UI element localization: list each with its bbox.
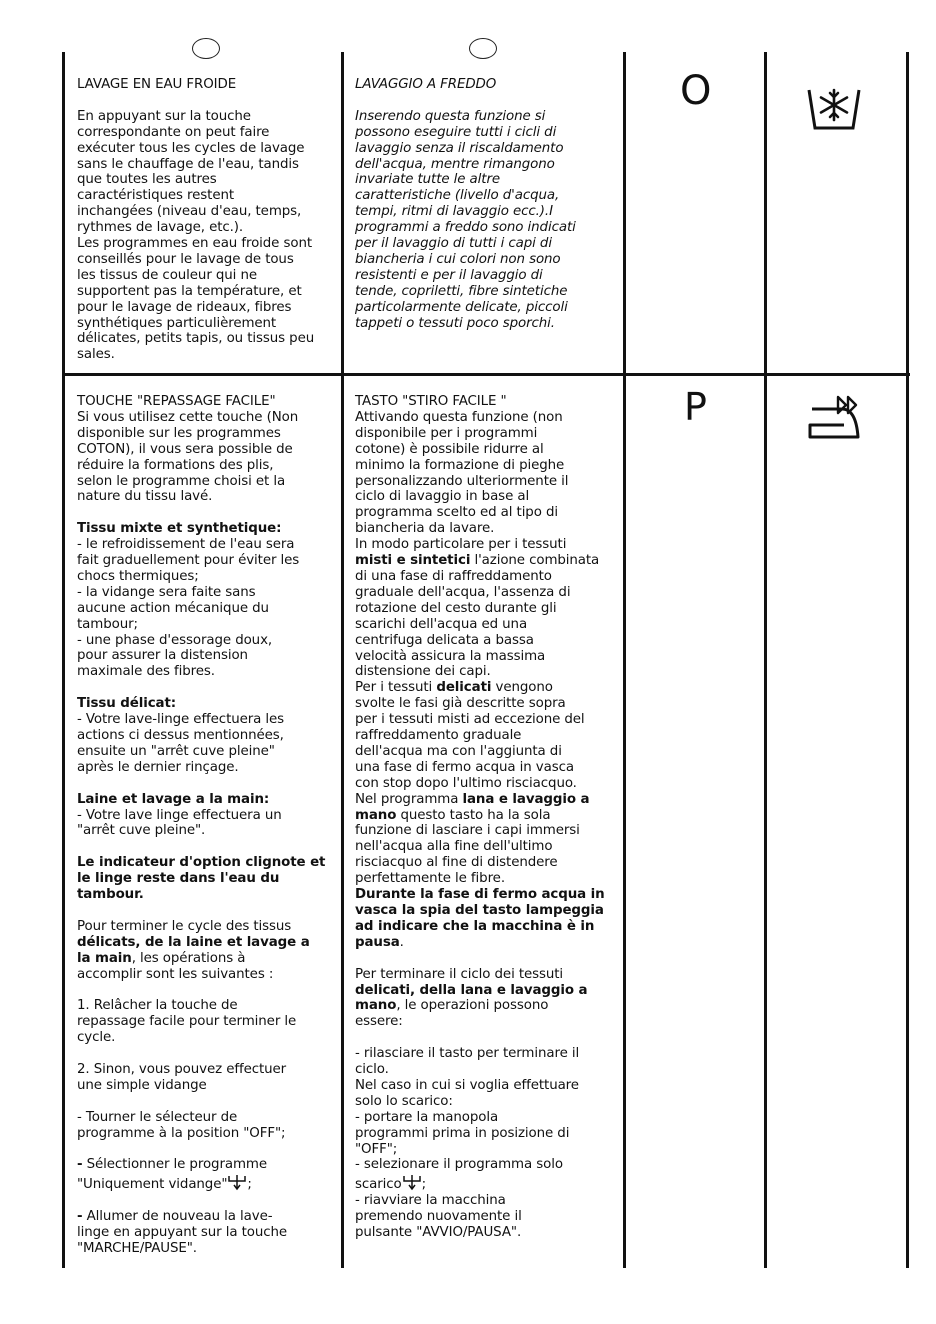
cold-wash-snowflake-icon <box>806 84 862 134</box>
text-run: , les opérations à <box>131 950 246 966</box>
text-run: Nel programma <box>355 791 463 807</box>
text-line: "arrêt cuve pleine". <box>77 823 206 839</box>
text-line <box>77 1157 339 1173</box>
text-run: questo tasto ha la sola <box>396 807 551 823</box>
bold-run: mano <box>355 807 397 823</box>
text-line: ciclo. <box>355 1062 389 1078</box>
text-line: Les programmes en eau froide sont <box>77 236 312 252</box>
text-line: Inserendo questa funzione si <box>355 108 546 124</box>
text-line: délicates, petits tapis, ou tissus peu <box>77 331 315 347</box>
text-line: En appuyant sur la touche <box>77 108 251 124</box>
text-line: invariate tutte le altre <box>355 172 500 188</box>
text-line: distensione dei capi. <box>355 664 491 680</box>
text-line: Le indicateur d'option clignote et <box>77 855 326 871</box>
text-run: "Uniquement vidange" <box>77 1177 228 1193</box>
text-line: con stop dopo l'ultimo risciacquo. <box>355 775 577 791</box>
text-run: ; <box>247 1177 252 1193</box>
text-run: vengono <box>491 680 553 696</box>
bold-run: lana e lavaggio a <box>462 791 590 807</box>
text-line: - portare la manopola <box>355 1109 499 1125</box>
text-line: - Votre lave-linge effectuera les <box>77 712 285 728</box>
text-line: possono eseguire tutti i cicli di <box>355 124 557 140</box>
text-line: réduire la formations des plis, <box>77 457 274 473</box>
text-line: COTON), il vous sera possible de <box>77 441 293 457</box>
text-line: premendo nuovamente il <box>355 1209 522 1225</box>
text-line <box>77 1173 339 1193</box>
text-line: perfettamente le fibre. <box>355 871 505 887</box>
bold-run: pausa <box>355 934 400 950</box>
text-line: caratteristiche (livello d'acqua, <box>355 188 560 204</box>
it-easy-iron-title: TASTO "STIRO FACILE " <box>355 394 507 409</box>
text-line: biancheria i cui colori non sono <box>355 251 561 267</box>
text-line: cycle. <box>77 1030 116 1046</box>
text-line: exécuter tous les cycles de lavage <box>77 140 305 156</box>
text-line: que toutes les autres <box>77 172 217 188</box>
text-line: - rilasciare il tasto per terminare il <box>355 1046 580 1062</box>
drain-icon <box>227 1173 247 1191</box>
text-line: particolarmente delicate, piccoli <box>355 299 568 315</box>
text-line: selon le programme choisi et la <box>77 473 286 489</box>
flag-fr <box>192 38 220 59</box>
divider-right1 <box>623 52 626 1268</box>
text-line: "MARCHE/PAUSE". <box>77 1240 197 1256</box>
bold-run: mano <box>355 998 397 1014</box>
text-line: graduale dell'acqua, l'assenza di <box>355 584 571 600</box>
text-line: une simple vidange <box>77 1077 207 1093</box>
fr-mixed-title: Tissu mixte et synthetique: <box>77 521 282 537</box>
divider-left <box>62 52 65 1268</box>
text-line: "OFF"; <box>355 1141 398 1157</box>
text-line: Attivando questa funzione (non <box>355 409 563 425</box>
fr-delicate-title: Tissu délicat: <box>77 696 177 712</box>
text-line: rythmes de lavage, etc.). <box>77 220 244 236</box>
divider-mid <box>341 52 344 1268</box>
text-line: programme à la position "OFF"; <box>77 1125 286 1141</box>
drain-icon <box>402 1173 422 1191</box>
text-line: di una fase di raffreddamento <box>355 568 552 584</box>
divider-edge <box>906 52 909 1268</box>
text-run: Sélectionner le programme <box>82 1157 267 1173</box>
text-line: synthétiques particulièrement <box>77 315 277 331</box>
text-line <box>355 808 621 824</box>
text-line: 1. Relâcher la touche de <box>77 998 238 1014</box>
bold-run: delicati <box>436 680 492 696</box>
text-line: ciclo di lavaggio in base al <box>355 489 530 505</box>
it-cold-wash-text <box>355 77 621 331</box>
divider-right2 <box>764 52 767 1268</box>
text-line: minimo la formazione di pieghe <box>355 457 565 473</box>
text-line: una fase di fermo acqua in vasca <box>355 759 574 775</box>
text-line <box>77 951 339 967</box>
text-line <box>355 680 621 696</box>
text-line: Pour terminer le cycle des tissus <box>77 918 292 934</box>
text-line: fait graduellement pour éviter les <box>77 553 300 569</box>
text-line: tappeti o tessuti poco sporchi. <box>355 315 555 331</box>
text-line: Per terminare il ciclo dei tessuti <box>355 966 564 982</box>
text-line: - Votre lave linge effectuera un <box>77 807 282 823</box>
text-line: biancheria da lavare. <box>355 521 495 537</box>
text-line: velocità assicura la massima <box>355 648 546 664</box>
text-run: . <box>399 934 404 950</box>
text-line: lavaggio senza il riscaldamento <box>355 140 564 156</box>
text-line: pour assurer la distension <box>77 648 248 664</box>
text-line: le linge reste dans l'eau du <box>77 871 280 887</box>
text-line: programma scelto ed al tipo di <box>355 505 558 521</box>
text-line: dell'acqua, mentre rimangono <box>355 156 555 172</box>
bold-run: la main <box>77 950 132 966</box>
text-line: Si vous utilisez cette touche (Non <box>77 409 299 425</box>
text-line: raffreddamento graduale <box>355 728 522 744</box>
text-line: svolte le fasi già descritte sopra <box>355 696 566 712</box>
text-line: personalizzando ulteriormente il <box>355 473 569 489</box>
text-line: inchangées (niveau d'eau, temps, <box>77 204 302 220</box>
text-line: pour le lavage de rideaux, fibres <box>77 299 292 315</box>
text-line: repassage facile pour terminer le <box>77 1014 297 1030</box>
flag-it <box>469 38 497 59</box>
text-line: tambour. <box>77 887 144 903</box>
text-line: tempi, ritmi di lavaggio ecc.).I <box>355 204 553 220</box>
fr-easy-iron-title: TOUCHE "REPASSAGE FACILE" <box>77 394 276 409</box>
text-line: cotone) è possibile ridurre al <box>355 441 544 457</box>
text-line: sales. <box>77 347 115 363</box>
text-run: l'azione combinata <box>470 553 600 569</box>
it-cold-wash-title: LAVAGGIO A FREDDO <box>355 77 497 92</box>
text-line <box>355 553 621 569</box>
text-line: correspondante on peut faire <box>77 124 270 140</box>
option-letter-p: P <box>684 385 707 429</box>
text-line: sans le chauffage de l'eau, tandis <box>77 156 299 172</box>
text-line: delicati, della lana e lavaggio a <box>355 982 588 998</box>
text-line: caractéristiques restent <box>77 188 235 204</box>
text-line: ad indicare che la macchina è in <box>355 918 595 934</box>
text-run: scarico <box>355 1177 402 1193</box>
text-line: après le dernier rinçage. <box>77 759 239 775</box>
text-line: - selezionare il programma solo <box>355 1157 563 1173</box>
text-line: essere: <box>355 1014 403 1030</box>
text-line <box>77 1209 339 1225</box>
text-run: Allumer de nouveau la lave- <box>82 1209 273 1225</box>
text-run: Per i tessuti <box>355 680 437 696</box>
fr-cold-wash-text <box>77 77 339 363</box>
fr-easy-iron-text <box>77 394 339 1257</box>
fr-cold-wash-title: LAVAGE EN EAU FROIDE <box>77 77 237 92</box>
text-line: nature du tissu lavé. <box>77 489 213 505</box>
text-line: vasca la spia del tasto lampeggia <box>355 903 604 918</box>
text-line: - Tourner le sélecteur de <box>77 1109 238 1125</box>
text-line: Nel caso in cui si voglia effettuare <box>355 1077 579 1093</box>
text-line: programmi a freddo sono indicati <box>355 220 576 236</box>
fr-wool-title: Laine et lavage a la main: <box>77 791 270 807</box>
text-line: - la vidange sera faite sans <box>77 584 256 600</box>
text-line: - une phase d'essorage doux, <box>77 632 273 648</box>
text-line: risciacquo al fine di distendere <box>355 855 558 871</box>
text-line <box>355 1173 621 1193</box>
text-line: rotazione del cesto durante gli <box>355 600 557 616</box>
text-line: programmi prima in posizione di <box>355 1125 570 1141</box>
text-line: 2. Sinon, vous pouvez effectuer <box>77 1061 287 1077</box>
bold-run: misti e sintetici <box>355 553 471 569</box>
bold-dash: - <box>77 1209 83 1225</box>
text-line: funzione di lasciare i capi immersi <box>355 823 580 839</box>
it-easy-iron-text <box>355 394 621 1241</box>
text-line: aucune action mécanique du <box>77 600 269 616</box>
bold-dash: - <box>77 1157 83 1173</box>
text-line: conseillés pour le lavage de tous <box>77 251 294 267</box>
text-line: nell'acqua alla fine dell'ultimo <box>355 839 553 855</box>
text-line: - le refroidissement de l'eau sera <box>77 537 295 553</box>
text-line: pulsante "AVVIO/PAUSA". <box>355 1225 522 1241</box>
text-line: les tissus de couleur qui ne <box>77 267 257 283</box>
text-line: ensuite un "arrêt cuve pleine" <box>77 743 275 759</box>
text-line: resistenti e per il lavaggio di <box>355 267 543 283</box>
text-line: - riavviare la macchina <box>355 1193 506 1209</box>
text-line <box>355 998 621 1014</box>
text-line: linge en appuyant sur la touche <box>77 1224 288 1240</box>
text-line <box>355 792 621 808</box>
text-line: Durante la fase di fermo acqua in <box>355 887 605 903</box>
text-line: actions ci dessus mentionnées, <box>77 728 284 743</box>
text-line: disponible sur les programmes <box>77 425 281 441</box>
text-run: , le operazioni possono <box>396 998 549 1014</box>
text-line: tambour; <box>77 616 138 632</box>
text-line: délicats, de la laine et lavage a <box>77 934 310 950</box>
text-line: per il lavaggio di tutti i capi di <box>355 236 552 252</box>
text-line: maximale des fibres. <box>77 664 215 680</box>
text-line <box>355 935 621 951</box>
text-line: In modo particolare per i tessuti <box>355 537 567 553</box>
row-divider <box>62 373 910 376</box>
text-run: ; <box>421 1177 427 1193</box>
text-line: centrifuga delicata a bassa <box>355 632 534 648</box>
text-line: tende, copriletti, fibre sintetiche <box>355 283 568 299</box>
text-line: accomplir sont les suivantes : <box>77 966 274 982</box>
text-line: solo lo scarico: <box>355 1093 453 1109</box>
text-line: disponibile per i programmi <box>355 425 538 441</box>
option-letter-o: O <box>680 68 712 114</box>
easy-iron-icon <box>806 395 864 445</box>
text-line: scarichi dell'acqua ed una <box>355 616 528 632</box>
text-line: chocs thermiques; <box>77 568 199 584</box>
text-line: per i tessuti misti ad eccezione del <box>355 712 585 728</box>
text-line: dell'acqua ma con l'aggiunta di <box>355 743 562 759</box>
text-line: supportent pas la température, et <box>77 283 302 299</box>
